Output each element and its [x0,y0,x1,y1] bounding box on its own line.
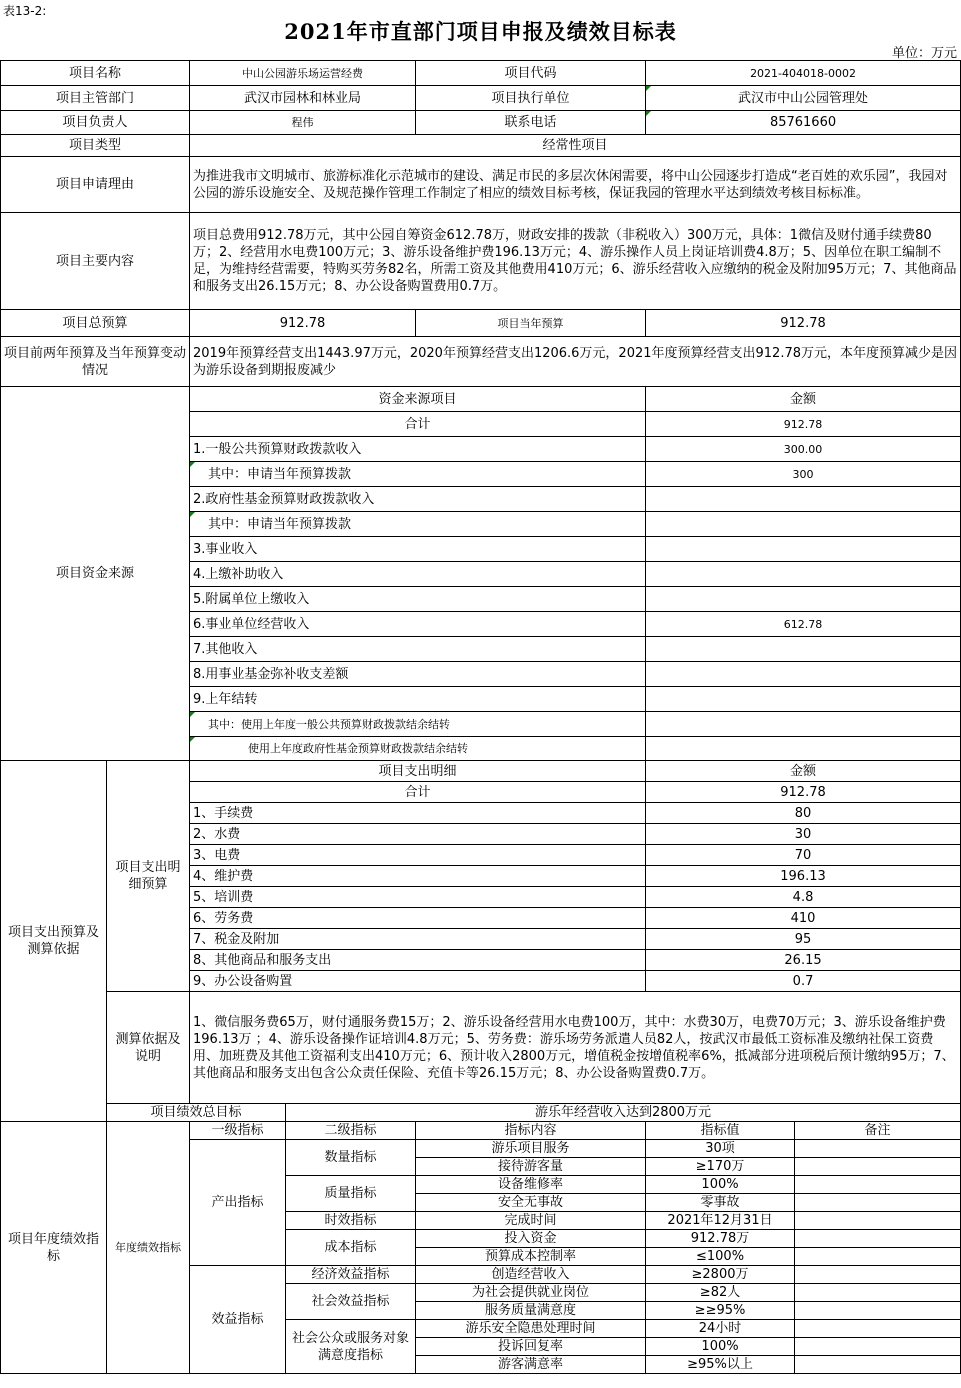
indicator-value: 零事故 [646,1194,795,1212]
funding-row: 其中：申请当年预算拨款 [190,462,646,487]
funding-row: 1.一般公共预算财政拨款收入 [190,437,646,462]
funding-row: 其中：使用上年度一般公共预算财政拨款结余结转 [190,712,646,737]
reason-label: 项目申请理由 [1,157,190,213]
indicator-content: 为社会提供就业岗位 [416,1284,646,1302]
expenditure-amount-header: 金额 [646,761,961,782]
exec-unit-label: 项目执行单位 [416,86,646,111]
expenditure-row: 1、手续费 [190,803,646,824]
quality-indicator-label: 质量指标 [286,1176,416,1212]
funding-row: 合计 [190,412,646,437]
expenditure-amount: 80 [646,803,961,824]
time-indicator-label: 时效指标 [286,1212,416,1230]
content-label: 项目主要内容 [1,213,190,310]
goal-value: 游乐年经营收入达到2800万元 [286,1104,961,1122]
indicator-content: 安全无事故 [416,1194,646,1212]
dept-value: 武汉市园林和林业局 [190,86,416,111]
expenditure-amount: 70 [646,845,961,866]
indicator-content: 设备维修率 [416,1176,646,1194]
expenditure-row: 合计 [190,782,646,803]
expenditure-detail-label: 项目支出明细预算 [107,761,190,992]
indicator-value: 100% [646,1338,795,1356]
funding-row: 使用上年度政府性基金预算财政拨款结余结转 [190,737,646,761]
budget-change-label: 项目前两年预算及当年预算变动情况 [1,337,190,387]
indicator-content: 投诉回复率 [416,1338,646,1356]
phone-value: 85761660 [646,111,961,135]
indicator-content: 游客满意率 [416,1356,646,1374]
econ-indicator-label: 经济效益指标 [286,1266,416,1284]
document-label: 表13-2: [3,4,47,18]
note-header: 备注 [795,1122,961,1140]
expenditure-amount: 410 [646,908,961,929]
expenditure-amount: 912.78 [646,782,961,803]
leader-label: 项目负责人 [1,111,190,135]
indicator-note [795,1248,961,1266]
funding-amount [646,737,961,761]
expenditure-row: 6、劳务费 [190,908,646,929]
funding-amount: 300 [646,462,961,487]
basis-value: 1、微信服务费65万，财付通服务费15万；2、游乐设备经营用水电费100万，其中：水费30万，电费70万元；3、游乐设备维护费196.13万 ；4、游乐设备操作证培训4.8万元；5、劳务费：游乐场劳务派遣人员82人，按武汉市最低工资标准及缴纳社保工资费用、加班费及其他工资福利支出410万元；6、预计收入2800万元，增值税金按增值税率6%，抵减部分进项税后预计缴纳95万；7、其他商品和服务支出包含公众责任保险、充值卡等26.15万元；8、办公设备购置费0.7万。 [190,992,961,1104]
level1-header: 一级指标 [190,1122,286,1140]
indicator-note [795,1266,961,1284]
indicator-content: 游乐安全隐患处理时间 [416,1320,646,1338]
funding-row: 5.附属单位上缴收入 [190,587,646,612]
funding-amount [646,587,961,612]
expenditure-row: 2、水费 [190,824,646,845]
level2-header: 二级指标 [286,1122,416,1140]
indicator-value: ≥95%以上 [646,1356,795,1374]
indicator-value: 100% [646,1176,795,1194]
year-budget-label: 项目当年预算 [416,310,646,337]
indicator-content: 创造经营收入 [416,1266,646,1284]
indicator-note [795,1176,961,1194]
indicator-content: 完成时间 [416,1212,646,1230]
funding-amount [646,562,961,587]
funding-row: 9.上年结转 [190,687,646,712]
project-code-value: 2021-404018-0002 [646,61,961,86]
expenditure-row: 8、其他商品和服务支出 [190,950,646,971]
annual-indicators-sublabel: 年度绩效指标 [107,1122,190,1374]
expenditure-row: 3、电费 [190,845,646,866]
annual-indicators-label: 项目年度绩效指标 [1,1122,107,1374]
content-header: 指标内容 [416,1122,646,1140]
funding-row: 4.上缴补助收入 [190,562,646,587]
page-title: 2021年市直部门项目申报及绩效目标表 [284,19,677,44]
social-indicator-label: 社会效益指标 [286,1284,416,1320]
expenditure-amount: 30 [646,824,961,845]
funding-row: 8.用事业基金弥补收支差额 [190,662,646,687]
expenditure-amount: 196.13 [646,866,961,887]
indicator-note [795,1212,961,1230]
expenditure-amount: 0.7 [646,971,961,992]
indicator-value: 2021年12月31日 [646,1212,795,1230]
indicator-note [795,1320,961,1338]
cost-indicator-label: 成本指标 [286,1230,416,1266]
expenditure-item-header: 项目支出明细 [190,761,646,782]
funding-amount-header: 金额 [646,387,961,412]
funding-amount: 300.00 [646,437,961,462]
indicator-note [795,1284,961,1302]
expenditure-row: 9、办公设备购置 [190,971,646,992]
project-name-label: 项目名称 [1,61,190,86]
indicator-value: ≥2800万 [646,1266,795,1284]
funding-amount [646,637,961,662]
funding-amount [646,512,961,537]
project-name-value: 中山公园游乐场运营经费 [190,61,416,86]
goal-label: 项目绩效总目标 [107,1104,286,1122]
funding-label: 项目资金来源 [1,387,190,761]
indicator-content: 投入资金 [416,1230,646,1248]
basis-label: 测算依据及说明 [107,992,190,1104]
reason-value: 为推进我市文明城市、旅游标准化示范城市的建设、满足市民的多层次休闲需要，将中山公园逐步打造成“老百姓的欢乐园”，我园对公园的游乐设施安全、及规范操作管理工作制定了相应的绩效目标考核，保证我园的管理水平达到绩效考核目标标准。 [190,157,961,213]
budget-change-value: 2019年预算经营支出1443.97万元，2020年预算经营支出1206.6万元，2021年度预算经营支出912.78万元，本年度预算减少是因为游乐设备到期报废减少 [190,337,961,387]
expenditure-label: 项目支出预算及测算依据 [1,761,107,1122]
indicator-note [795,1356,961,1374]
exec-unit-value: 武汉市中山公园管理处 [646,86,961,111]
indicator-value: 30项 [646,1140,795,1158]
funding-amount [646,712,961,737]
indicator-note [795,1302,961,1320]
expenditure-row: 7、税金及附加 [190,929,646,950]
expenditure-row: 4、维护费 [190,866,646,887]
year-budget-value: 912.78 [646,310,961,337]
funding-amount [646,662,961,687]
satisfaction-indicator-label: 社会公众或服务对象满意度指标 [286,1320,416,1374]
indicator-content: 服务质量满意度 [416,1302,646,1320]
indicator-note [795,1194,961,1212]
type-value: 经常性项目 [190,135,961,157]
funding-amount: 912.78 [646,412,961,437]
expenditure-amount: 95 [646,929,961,950]
phone-label: 联系电话 [416,111,646,135]
indicator-content: 预算成本控制率 [416,1248,646,1266]
indicator-note [795,1158,961,1176]
funding-amount [646,487,961,512]
quantity-indicator-label: 数量指标 [286,1140,416,1176]
indicator-value: 912.78万 [646,1230,795,1248]
funding-row: 7.其他收入 [190,637,646,662]
indicator-content: 接待游客量 [416,1158,646,1176]
expenditure-amount: 26.15 [646,950,961,971]
funding-amount [646,687,961,712]
total-budget-label: 项目总预算 [1,310,190,337]
indicator-note [795,1230,961,1248]
type-label: 项目类型 [1,135,190,157]
funding-amount: 612.78 [646,612,961,637]
indicator-value: ≥82人 [646,1284,795,1302]
project-table [0,60,961,1374]
dept-label: 项目主管部门 [1,86,190,111]
indicator-value: 24小时 [646,1320,795,1338]
project-code-label: 项目代码 [416,61,646,86]
indicator-content: 游乐项目服务 [416,1140,646,1158]
effect-indicator-label: 效益指标 [190,1266,286,1374]
funding-row: 2.政府性基金预算财政拨款收入 [190,487,646,512]
expenditure-amount: 4.8 [646,887,961,908]
leader-value: 程伟 [190,111,416,135]
expenditure-row: 5、培训费 [190,887,646,908]
output-indicator-label: 产出指标 [190,1140,286,1266]
unit-label: 单位：万元 [891,46,957,61]
value-header: 指标值 [646,1122,795,1140]
funding-row: 其中：申请当年预算拨款 [190,512,646,537]
indicator-note [795,1140,961,1158]
funding-amount [646,537,961,562]
content-value: 项目总费用912.78万元，其中公园自筹资金612.78万，财政安排的拨款（非税收入）300万元，具体：1微信及财付通手续费80万；2、经营用水电费100万元；3、游乐设备维护费196.13万元；4、游乐操作人员上岗证培训费4.8万；5、因单位在职工编制不足，为维持经营需要，特购买劳务82名，所需工资及其他费用410万元；6、游乐经营收入应缴纳的税金及附加95万元；7、其他商品和服务支出26.15万元；8、办公设备购置费用0.7万。 [190,213,961,310]
funding-source-header: 资金来源项目 [190,387,646,412]
total-budget-value: 912.78 [190,310,416,337]
indicator-value: ≥≥95% [646,1302,795,1320]
funding-row: 3.事业收入 [190,537,646,562]
indicator-value: ≥170万 [646,1158,795,1176]
funding-row: 6.事业单位经营收入 [190,612,646,637]
indicator-value: ≤100% [646,1248,795,1266]
indicator-note [795,1338,961,1356]
